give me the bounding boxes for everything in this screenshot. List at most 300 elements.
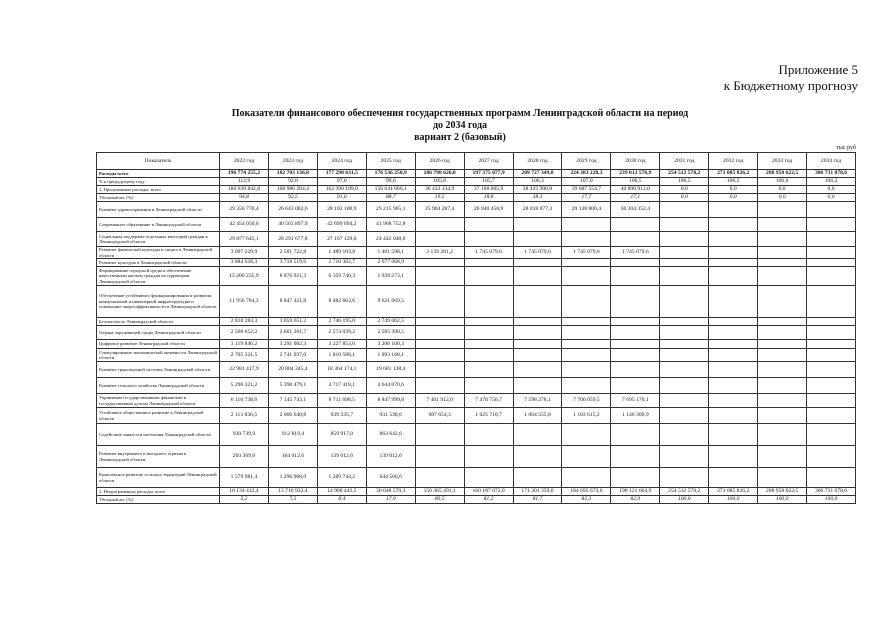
cell-value: 8,4: [317, 496, 366, 504]
cell-value: [660, 468, 709, 488]
cell-value: [807, 446, 856, 468]
cell-value: 209 727 349,8: [513, 170, 562, 178]
cell-value: [758, 318, 807, 326]
cell-value: 198 121 664,9: [611, 488, 660, 496]
cell-value: [464, 446, 513, 468]
cell-value: [660, 286, 709, 318]
cell-value: 139 012,6: [317, 446, 366, 468]
cell-value: [660, 408, 709, 424]
cell-value: 1 489 103,8: [317, 247, 366, 259]
cell-value: [513, 267, 562, 286]
cell-value: 186 798 626,0: [415, 170, 464, 178]
cell-value: 306 731 078,6: [807, 170, 856, 178]
cell-value: [709, 247, 758, 259]
cell-value: 930 739,9: [220, 424, 269, 446]
cell-value: 0,0: [660, 194, 709, 202]
cell-value: 18 364 174,1: [317, 362, 366, 378]
header-year: 2028 год: [513, 153, 562, 170]
row-indicator-name: Устойчивое общественное развитие в Ленинградской области: [97, 408, 220, 424]
cell-value: [464, 267, 513, 286]
cell-value: 162 390 189,0: [317, 186, 366, 194]
title-line-2: до 2034 года: [432, 120, 488, 131]
cell-value: 82,3: [562, 496, 611, 504]
row-indicator-name: Формирование городской среды и обеспечение качественным жильем граждан на территории Ленинградской области: [97, 267, 220, 286]
cell-value: [758, 446, 807, 468]
table-row: [97, 194, 856, 202]
cell-value: 2 585 390,5: [366, 326, 415, 340]
row-indicator-name: Развитие транспортной системы Ленинградской области: [97, 362, 220, 378]
cell-value: [415, 267, 464, 286]
cell-value: [464, 326, 513, 340]
cell-value: [513, 218, 562, 232]
cell-value: 29 877 645,1: [220, 232, 269, 247]
cell-value: [758, 259, 807, 267]
cell-value: [807, 424, 856, 446]
cell-value: 105,8: [415, 178, 464, 186]
cell-value: [758, 408, 807, 424]
cell-value: 1 093 168,1: [366, 349, 415, 362]
table-row: [97, 468, 856, 488]
cell-value: 30 304 352,4: [611, 202, 660, 218]
cell-value: 29 215 965,1: [366, 202, 415, 218]
header-year: 2025 год: [366, 153, 415, 170]
cell-value: [758, 247, 807, 259]
cell-value: [611, 424, 660, 446]
header-year: 2029 год: [562, 153, 611, 170]
cell-value: [464, 424, 513, 446]
cell-value: [611, 340, 660, 349]
cell-value: [513, 362, 562, 378]
cell-value: 164 012,6: [268, 446, 317, 468]
cell-value: 1 745 079,6: [611, 247, 660, 259]
cell-value: 25 904 287,4: [415, 202, 464, 218]
cell-value: 13 716 932,4: [268, 488, 317, 496]
cell-value: [758, 349, 807, 362]
cell-value: 0,0: [758, 186, 807, 194]
header-year: 2034 год: [807, 153, 856, 170]
cell-value: 18,3: [513, 194, 562, 202]
cell-value: 1 401 598,1: [366, 247, 415, 259]
cell-value: [660, 267, 709, 286]
cell-value: [562, 340, 611, 349]
cell-value: [562, 326, 611, 340]
table-row: [97, 232, 856, 247]
cell-value: [562, 362, 611, 378]
row-indicator-name: Современное образование в Ленинградской области: [97, 218, 220, 232]
cell-value: [807, 362, 856, 378]
cell-value: [709, 326, 758, 340]
cell-value: 2 705 321,5: [220, 349, 269, 362]
cell-value: [709, 349, 758, 362]
cell-value: 644 566,6: [366, 468, 415, 488]
cell-value: [415, 468, 464, 488]
cell-value: 0,0: [758, 194, 807, 202]
cell-value: 37 188 005,9: [464, 186, 513, 194]
table-row: [97, 186, 856, 194]
cell-value: 3 059 651,2: [268, 318, 317, 326]
cell-value: 3 119 846,2: [220, 340, 269, 349]
cell-value: 29 138 800,4: [562, 202, 611, 218]
cell-value: [807, 259, 856, 267]
row-indicator-name: Безопасность Ленинградской области: [97, 318, 220, 326]
table-row: [97, 378, 856, 394]
row-indicator-name: Социальная поддержка отдельных категорий граждан в Ленинградской области: [97, 232, 220, 247]
cell-value: 139 012,6: [366, 446, 415, 468]
cell-value: 1 745 079,6: [464, 247, 513, 259]
cell-value: 100,0: [660, 496, 709, 504]
row-indicator-name: Цифровое развитие Ленинградской области: [97, 340, 220, 349]
cell-value: [709, 446, 758, 468]
cell-value: [513, 424, 562, 446]
cell-value: 1 289 743,2: [317, 468, 366, 488]
cell-value: [513, 326, 562, 340]
cell-value: 7 476 756,7: [464, 394, 513, 408]
header-row: [97, 153, 856, 170]
cell-value: 99,6: [366, 178, 415, 186]
cell-value: [660, 424, 709, 446]
header-year: 2033 год: [758, 153, 807, 170]
cell-value: [807, 468, 856, 488]
row-indicator-name: Удельный вес (%): [97, 194, 220, 202]
table-row: [97, 259, 856, 267]
header-year: 2027 год: [464, 153, 513, 170]
cell-value: [807, 202, 856, 218]
cell-value: 150 365 491,1: [415, 488, 464, 496]
cell-value: 28 291 677,8: [268, 232, 317, 247]
cell-value: 1 296 968,0: [268, 468, 317, 488]
cell-value: 196 774 255,2: [220, 170, 269, 178]
cell-value: 107,0: [562, 178, 611, 186]
cell-value: 0,0: [807, 194, 856, 202]
cell-value: [464, 218, 513, 232]
cell-value: 20 804 345,4: [268, 362, 317, 378]
header-year: 2030 год: [611, 153, 660, 170]
cell-value: 97,0: [317, 178, 366, 186]
row-indicator-name: Охрана окружающей среды Ленинградской области: [97, 326, 220, 340]
cell-value: [758, 326, 807, 340]
cell-value: 39 687 554,7: [562, 186, 611, 194]
table-row: [97, 496, 856, 504]
cell-value: [709, 267, 758, 286]
cell-value: 859 917,0: [317, 424, 366, 446]
cell-value: 17,7: [562, 194, 611, 202]
cell-value: [513, 378, 562, 394]
cell-value: 5,2: [220, 496, 269, 504]
cell-value: [660, 218, 709, 232]
cell-value: [758, 424, 807, 446]
cell-value: [415, 218, 464, 232]
cell-value: 2 113 836,5: [220, 408, 269, 424]
row-indicator-name: Расходы всего: [97, 170, 220, 178]
cell-value: [464, 318, 513, 326]
cell-value: 106,5: [709, 178, 758, 186]
cell-value: 3 227 853,0: [317, 340, 366, 349]
cell-value: [415, 446, 464, 468]
cell-value: 26 940 458,9: [464, 202, 513, 218]
cell-value: 24 442 048,0: [366, 232, 415, 247]
cell-value: [464, 349, 513, 362]
table-body: [97, 170, 856, 504]
cell-value: 288 958 622,5: [758, 170, 807, 178]
cell-value: [758, 468, 807, 488]
cell-value: 2 560 652,2: [220, 326, 269, 340]
cell-value: 987 654,3: [415, 408, 464, 424]
cell-value: 2 741 937,0: [268, 349, 317, 362]
cell-value: 27 167 129,0: [317, 232, 366, 247]
row-indicator-name: 1. Программные расходы, всего: [97, 186, 220, 194]
cell-value: 3 206 100,3: [366, 340, 415, 349]
cell-value: 4 644 070,6: [366, 378, 415, 394]
cell-value: 0,0: [709, 186, 758, 194]
cell-value: 168 986 204,4: [268, 186, 317, 194]
cell-value: 26 643 082,6: [268, 202, 317, 218]
cell-value: [513, 318, 562, 326]
cell-value: 931 538,6: [366, 408, 415, 424]
cell-value: 9 621 669,5: [366, 286, 415, 318]
cell-value: 100,0: [709, 496, 758, 504]
cell-value: [562, 424, 611, 446]
cell-value: [513, 232, 562, 247]
cell-value: [562, 218, 611, 232]
cell-value: 156 641 066,1: [366, 186, 415, 194]
cell-value: 3 718 519,6: [268, 259, 317, 267]
cell-value: 182 703 136,8: [268, 170, 317, 178]
cell-value: 36 433 134,9: [415, 186, 464, 194]
cell-value: [758, 378, 807, 394]
row-indicator-name: Развитие культуры в Ленинградской области: [97, 259, 220, 267]
cell-value: [807, 408, 856, 424]
cell-value: 1 146 309,9: [611, 408, 660, 424]
table-row: [97, 286, 856, 318]
cell-value: [562, 232, 611, 247]
row-indicator-name: Стимулирование экономической активности Ленинградской области: [97, 349, 220, 362]
cell-value: [660, 446, 709, 468]
cell-value: 160 187 072,0: [464, 488, 513, 496]
cell-value: 254 512 570,2: [660, 170, 709, 178]
cell-value: 41 968 752,8: [366, 218, 415, 232]
cell-value: 4 717 418,1: [317, 378, 366, 394]
cell-value: 81,2: [464, 496, 513, 504]
cell-value: 6 359 740,3: [317, 267, 366, 286]
table-row: [97, 202, 856, 218]
row-indicator-name: Комплексное развитие сельских территорий Ленинградской области: [97, 468, 220, 488]
row-indicator-name: Обеспечение устойчивого функционирования и развития коммунальной и инженерной инфраструктуры и повышение энергоэффективности в Ленинградской области: [97, 286, 220, 318]
cell-value: [513, 286, 562, 318]
cell-value: 7 598 278,1: [513, 394, 562, 408]
cell-value: [758, 394, 807, 408]
row-indicator-name: 2. Непрограммные расходы, всего: [97, 488, 220, 496]
cell-value: [758, 218, 807, 232]
row-indicator-name: Развитие физической культуры и спорта в Ленинградской области: [97, 247, 220, 259]
row-indicator-name: Содействие занятости населения Ленинградской области: [97, 424, 220, 446]
cell-value: 8 847 999,8: [366, 394, 415, 408]
row-indicator-name: Развитие сельского хозяйства Ленинградской области: [97, 378, 220, 394]
cell-value: 912 819,4: [268, 424, 317, 446]
cell-value: [709, 362, 758, 378]
cell-value: 40 890 912,0: [611, 186, 660, 194]
cell-value: [660, 318, 709, 326]
cell-value: 15 200 235,9: [220, 267, 269, 286]
cell-value: [562, 349, 611, 362]
cell-value: 1 928 273,1: [366, 267, 415, 286]
cell-value: 105,7: [464, 178, 513, 186]
cell-value: [660, 326, 709, 340]
cell-value: [709, 394, 758, 408]
cell-value: 2 139 281,2: [415, 247, 464, 259]
cell-value: [611, 286, 660, 318]
cell-value: [611, 267, 660, 286]
cell-value: 2 661 281,7: [268, 326, 317, 340]
table-row: [97, 267, 856, 286]
cell-value: 2 066 640,8: [268, 408, 317, 424]
table-row: [97, 488, 856, 496]
cell-value: 80,5: [415, 496, 464, 504]
title-line-1: Показатели финансового обеспечения государственных программ Ленинградской области на период: [231, 108, 689, 119]
cell-value: [464, 286, 513, 318]
row-indicator-name: Развитие здравоохранения в Ленинградской области: [97, 202, 220, 218]
cell-value: [464, 378, 513, 394]
cell-value: [415, 349, 464, 362]
cell-value: 203 369,6: [220, 446, 269, 468]
header-year: 2023 год: [268, 153, 317, 170]
cell-value: [709, 218, 758, 232]
cell-value: 0,0: [709, 194, 758, 202]
cell-value: 7,5: [268, 496, 317, 504]
table-row: [97, 446, 856, 468]
cell-value: 106,3: [513, 178, 562, 186]
cell-value: [415, 340, 464, 349]
cell-value: [464, 362, 513, 378]
cell-value: 100,0: [758, 496, 807, 504]
cell-value: [758, 232, 807, 247]
table-row: [97, 349, 856, 362]
cell-value: [415, 326, 464, 340]
cell-value: 92,8: [268, 178, 317, 186]
cell-value: [415, 318, 464, 326]
cell-value: 2 677 068,9: [366, 259, 415, 267]
cell-value: [611, 349, 660, 362]
cell-value: 40 563 897,9: [268, 218, 317, 232]
cell-value: [807, 318, 856, 326]
cell-value: [464, 468, 513, 488]
cell-value: 184 695 673,6: [562, 488, 611, 496]
cell-value: 239 012 576,9: [611, 170, 660, 178]
cell-value: [807, 349, 856, 362]
cell-value: [611, 318, 660, 326]
table-row: [97, 362, 856, 378]
cell-value: 2 810 283,3: [220, 318, 269, 326]
cell-value: 224 383 228,3: [562, 170, 611, 178]
cell-value: [807, 267, 856, 286]
cell-value: 176 536 258,9: [366, 170, 415, 178]
appendix-number: Приложение 5: [778, 62, 858, 77]
cell-value: 5 398 479,1: [268, 378, 317, 394]
cell-value: [562, 446, 611, 468]
cell-value: 271 085 826,2: [709, 170, 758, 178]
cell-value: [807, 247, 856, 259]
cell-value: [611, 326, 660, 340]
cell-value: 19,5: [415, 194, 464, 202]
cell-value: 19 681 138,4: [366, 362, 415, 378]
cell-value: 106,5: [660, 178, 709, 186]
header-year: 2024 год: [317, 153, 366, 170]
cell-value: [807, 378, 856, 394]
cell-value: 171 301 359,0: [513, 488, 562, 496]
cell-value: [464, 232, 513, 247]
cell-value: 0,0: [660, 186, 709, 194]
header-indicator: Показатель: [97, 153, 220, 170]
cell-value: 3 097 229,9: [220, 247, 269, 259]
cell-value: [562, 318, 611, 326]
title-line-3: вариант 2 (базовый): [414, 132, 506, 143]
cell-value: [611, 378, 660, 394]
cell-value: 88,7: [366, 194, 415, 202]
cell-value: 288 958 622,5: [758, 488, 807, 496]
cell-value: [415, 362, 464, 378]
cell-value: 106,5: [611, 178, 660, 186]
table-row: [97, 394, 856, 408]
cell-value: 91,6: [317, 194, 366, 202]
cell-value: [562, 259, 611, 267]
cell-value: 106,2: [807, 178, 856, 186]
cell-value: [660, 247, 709, 259]
cell-value: [513, 446, 562, 468]
cell-value: 22 981 417,9: [220, 362, 269, 378]
cell-value: 7 700 059,5: [562, 394, 611, 408]
cell-value: [758, 286, 807, 318]
cell-value: 2 749 062,5: [366, 318, 415, 326]
cell-value: [464, 340, 513, 349]
cell-value: [660, 349, 709, 362]
cell-value: [758, 202, 807, 218]
cell-value: [660, 340, 709, 349]
cell-value: 7 145 743,1: [268, 394, 317, 408]
cell-value: [758, 340, 807, 349]
cell-value: [611, 218, 660, 232]
cell-value: 197 375 077,9: [464, 170, 513, 178]
cell-value: [758, 362, 807, 378]
cell-value: [709, 408, 758, 424]
cell-value: 0,0: [807, 186, 856, 194]
row-indicator-name: Управление государственными финансами и государственным долгом Ленинградской области: [97, 394, 220, 408]
document-title: [230, 108, 690, 144]
cell-value: 254 512 570,2: [660, 488, 709, 496]
cell-value: [611, 232, 660, 247]
cell-value: [513, 349, 562, 362]
cell-value: 8 711 698,5: [317, 394, 366, 408]
cell-value: [562, 468, 611, 488]
cell-value: [611, 468, 660, 488]
cell-value: [709, 259, 758, 267]
table-row: [97, 326, 856, 340]
cell-value: [758, 267, 807, 286]
cell-value: [709, 468, 758, 488]
cell-value: [807, 326, 856, 340]
table-row: [97, 178, 856, 186]
cell-value: [660, 202, 709, 218]
cell-value: [709, 318, 758, 326]
cell-value: 2 574 039,2: [317, 326, 366, 340]
cell-value: 1 064 555,8: [513, 408, 562, 424]
cell-value: 2 501 722,8: [268, 247, 317, 259]
cell-value: [709, 378, 758, 394]
cell-value: 1 745 079,6: [513, 247, 562, 259]
cell-value: [562, 286, 611, 318]
row-indicator-name: % к предыдущему году: [97, 178, 220, 186]
cell-value: 28 018 077,3: [513, 202, 562, 218]
cell-value: 6 110 738,6: [220, 394, 269, 408]
row-indicator-name: Удельный вес (%): [97, 496, 220, 504]
